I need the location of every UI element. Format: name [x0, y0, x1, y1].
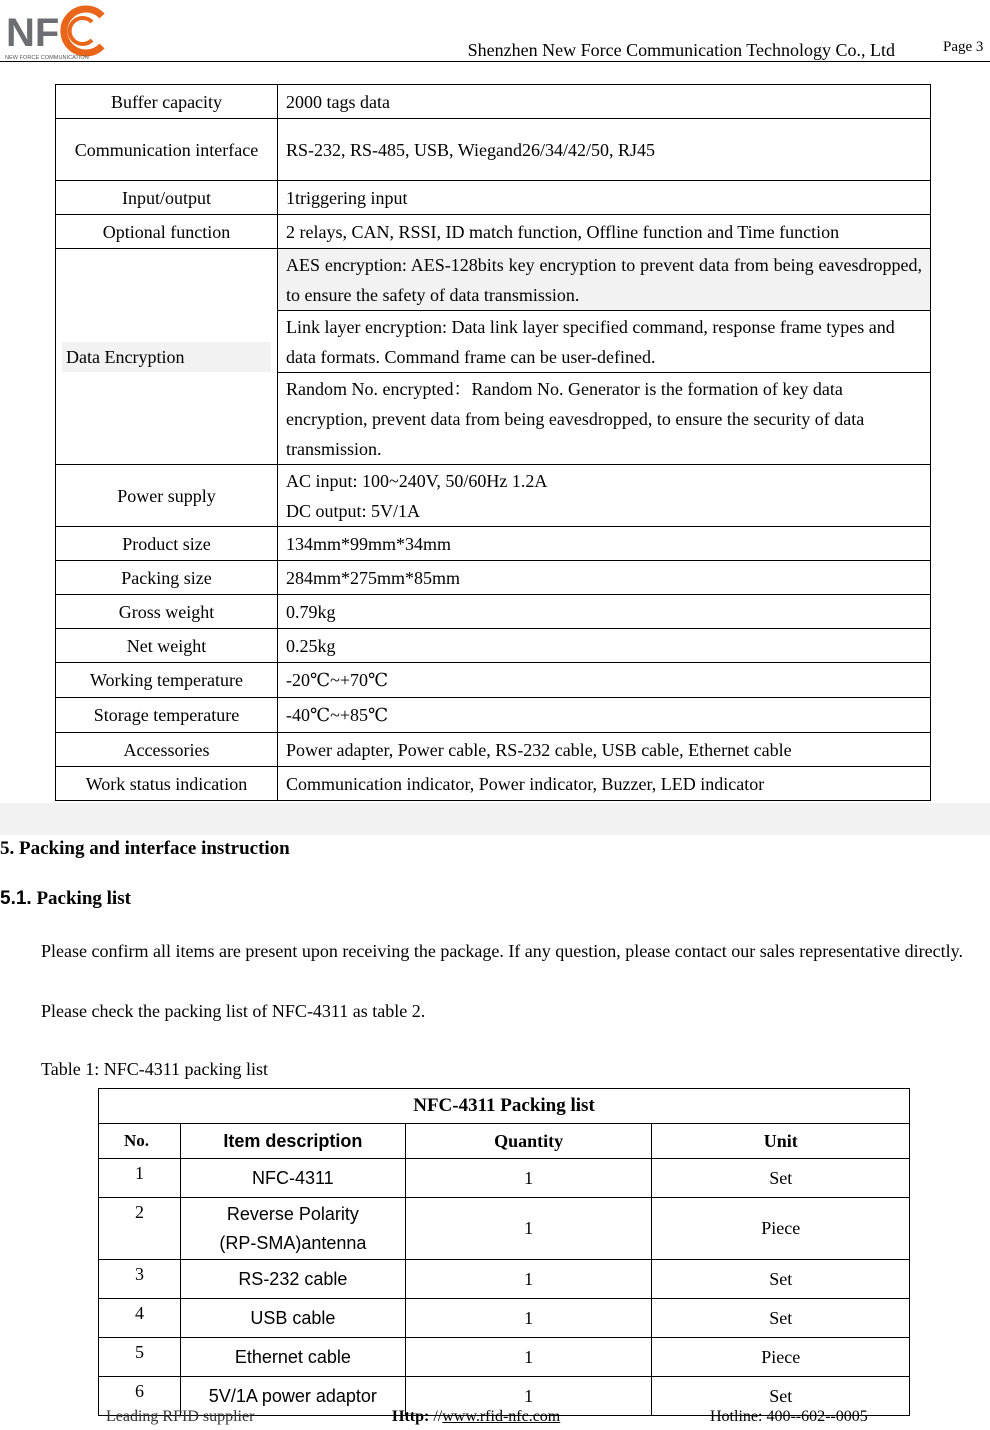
encryption-random: Random No. encrypted：Random No. Generator is the formation of key data encryption, prevent data from being eavesdropped, to ensure the security of data transmission.: [278, 373, 931, 465]
packing-table: [98, 1088, 910, 1416]
table-header-row: [99, 1124, 910, 1159]
spec-label: Input/output: [56, 181, 278, 215]
spec-label: Work status indication: [56, 767, 278, 801]
footer-http-prefix: //: [429, 1408, 443, 1425]
item-quantity: 1: [405, 1260, 652, 1299]
item-no: 1: [99, 1159, 181, 1198]
logo-letters-nf: NF: [6, 11, 60, 55]
table-row: [99, 1089, 910, 1124]
spec-value: 284mm*275mm*85mm: [278, 561, 931, 595]
footer-website: [392, 1408, 560, 1426]
logo-subtext: NEW FORCE COMMUNICATION: [5, 55, 89, 61]
encryption-aes: AES encryption: AES-128bits key encryption to prevent data from being eavesdropped, to ensure the safety of data transmission.: [278, 249, 931, 311]
spec-label-encryption: [56, 249, 278, 465]
item-unit: Piece: [652, 1198, 910, 1260]
item-description: NFC-4311: [180, 1159, 405, 1198]
item-description: Reverse Polarity (RP-SMA)antenna: [180, 1198, 405, 1260]
item-description: Ethernet cable: [180, 1338, 405, 1377]
subsection-title: Packing list: [36, 888, 131, 909]
table-row: [56, 119, 931, 181]
spec-value: -40℃~+85℃: [278, 698, 931, 733]
item-no: 4: [99, 1299, 181, 1338]
item-unit: Set: [652, 1377, 910, 1416]
packing-table-title: NFC-4311 Packing list: [99, 1089, 910, 1124]
encryption-link-layer: Link layer encryption: Data link layer specified command, response frame types and data formats. Command frame can be user-defined.: [278, 311, 931, 373]
spec-label: Working temperature: [56, 663, 278, 698]
header-no: No.: [99, 1124, 181, 1159]
header-rule: [0, 61, 990, 62]
item-quantity: 1: [405, 1299, 652, 1338]
item-quantity: 1: [405, 1159, 652, 1198]
section-separator: [0, 803, 990, 835]
spec-label: Storage temperature: [56, 698, 278, 733]
header-quantity: Quantity: [405, 1124, 652, 1159]
table-caption: Table 1: NFC-4311 packing list: [41, 1059, 269, 1079]
item-no: 2: [99, 1198, 181, 1260]
table-row: [56, 215, 931, 249]
spec-table: [55, 84, 931, 801]
footer-url-link[interactable]: www.rfid-nfc.com: [442, 1408, 561, 1425]
item-no: 5: [99, 1338, 181, 1377]
item-quantity: 1: [405, 1377, 652, 1416]
section-heading: 5. Packing and interface instruction: [0, 838, 290, 859]
spec-value: 2 relays, CAN, RSSI, ID match function, Offline function and Time function: [278, 215, 931, 249]
item-no: 3: [99, 1260, 181, 1299]
spec-label: Communication interface: [56, 119, 278, 181]
paragraph-confirm: Please confirm all items are present upon receiving the package. If any question, please contact our sales representative directly.: [41, 941, 963, 961]
item-unit: Piece: [652, 1338, 910, 1377]
subsection-heading: [0, 888, 131, 910]
spec-value: Communication indicator, Power indicator, Buzzer, LED indicator: [278, 767, 931, 801]
table-row: [99, 1260, 910, 1299]
spec-value: 134mm*99mm*34mm: [278, 527, 931, 561]
footer-hotline: Hotline: 400--602--0005: [710, 1408, 868, 1425]
item-unit: Set: [652, 1159, 910, 1198]
footer-tagline: Leading RFID supplier: [106, 1408, 255, 1425]
paragraph-check: Please check the packing list of NFC-4311 as table 2.: [41, 1001, 426, 1021]
table-row: [99, 1338, 910, 1377]
table-row: [56, 698, 931, 733]
spec-value-power: [278, 465, 931, 527]
item-quantity: 1: [405, 1198, 652, 1260]
table-row: [56, 663, 931, 698]
spec-value: RS-232, RS-485, USB, Wiegand26/34/42/50, RJ45: [278, 119, 931, 181]
spec-label: Optional function: [56, 215, 278, 249]
item-description: 5V/1A power adaptor: [180, 1377, 405, 1416]
table-row: [99, 1159, 910, 1198]
spec-value: -20℃~+70℃: [278, 663, 931, 698]
table-row: [56, 181, 931, 215]
spec-label: Packing size: [56, 561, 278, 595]
spec-label: Product size: [56, 527, 278, 561]
table-row: [99, 1198, 910, 1260]
item-quantity: 1: [405, 1338, 652, 1377]
table-row: [56, 561, 931, 595]
power-ac: AC input: 100~240V, 50/60Hz 1.2A: [286, 470, 548, 491]
item-unit: Set: [652, 1260, 910, 1299]
spec-label: Buffer capacity: [56, 85, 278, 119]
encryption-label: Data Encryption: [62, 342, 271, 372]
table-row: [56, 249, 931, 311]
item-no: 6: [99, 1377, 181, 1416]
table-row: [56, 629, 931, 663]
table-row: [56, 733, 931, 767]
table-row: [99, 1299, 910, 1338]
item-description: USB cable: [180, 1299, 405, 1338]
spec-value: 0.25kg: [278, 629, 931, 663]
power-dc: DC output: 5V/1A: [286, 500, 421, 521]
table-row: [56, 595, 931, 629]
page-number: Page 3: [943, 39, 984, 55]
header-company: Shenzhen New Force Communication Technology Co., Ltd: [467, 40, 895, 60]
table-row: [56, 527, 931, 561]
header-item-description: Item description: [180, 1124, 405, 1159]
spec-label: Gross weight: [56, 595, 278, 629]
spec-value: 2000 tags data: [278, 85, 931, 119]
table-row: [56, 767, 931, 801]
footer-http-label: Http:: [392, 1408, 430, 1425]
spec-value: Power adapter, Power cable, RS-232 cable, USB cable, Ethernet cable: [278, 733, 931, 767]
item-unit: Set: [652, 1299, 910, 1338]
item-description: RS-232 cable: [180, 1260, 405, 1299]
spec-label: Accessories: [56, 733, 278, 767]
spec-value: 1triggering input: [278, 181, 931, 215]
subsection-number: 5.1.: [0, 888, 32, 909]
spec-label: Net weight: [56, 629, 278, 663]
table-row: [56, 85, 931, 119]
table-row: [56, 465, 931, 527]
spec-value: 0.79kg: [278, 595, 931, 629]
spec-label: Power supply: [56, 465, 278, 527]
header-unit: Unit: [652, 1124, 910, 1159]
